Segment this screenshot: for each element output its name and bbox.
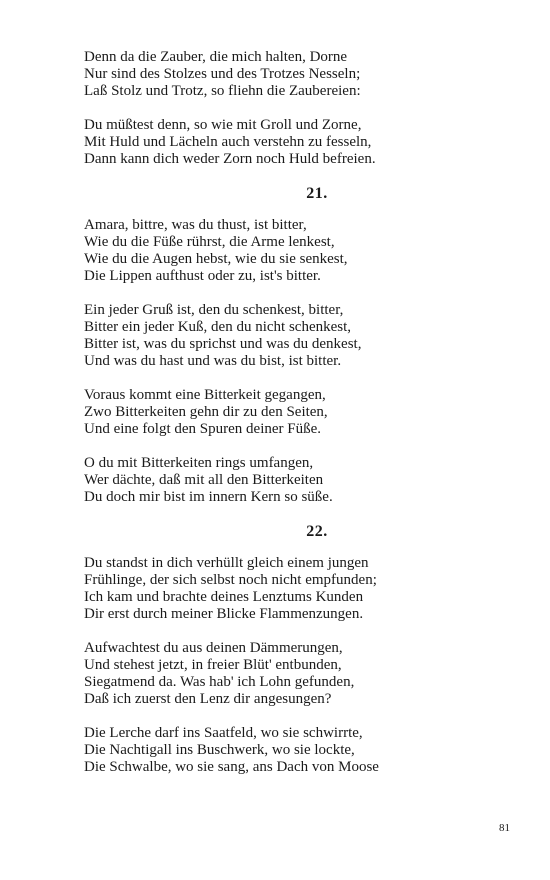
verse-line: Ein jeder Gruß ist, den du schenkest, bitter,: [84, 302, 344, 318]
poem: [84, 523, 504, 776]
verse-line: Dann kann dich weder Zorn noch Huld befreien.: [84, 151, 376, 167]
stanza: [84, 555, 504, 623]
verse-line: Bitter ist, was du sprichst und was du denkest,: [84, 336, 362, 352]
poem-number: 22.: [306, 523, 328, 540]
verse-line: Dir erst durch meiner Blicke Flammenzungen.: [84, 606, 364, 622]
verse-line: Die Lippen aufthust oder zu, ist's bitter.: [84, 268, 321, 284]
verse-line: Wie du die Augen hebst, wie du sie senkest,: [84, 251, 348, 267]
verse-line: Laß Stolz und Trotz, so fliehn die Zaubereien:: [84, 83, 361, 99]
verse-line: Daß ich zuerst den Lenz dir angesungen?: [84, 691, 332, 707]
verse-line: Du müßtest denn, so wie mit Groll und Zorne,: [84, 117, 362, 133]
stanza: [84, 455, 504, 506]
verse-line: Wie du die Füße rührst, die Arme lenkest,: [84, 234, 335, 250]
verse-line: Frühlinge, der sich selbst noch nicht empfunden;: [84, 572, 377, 588]
verse-line: Die Schwalbe, wo sie sang, ans Dach von Moose: [84, 759, 379, 775]
stanza: [84, 640, 504, 708]
stanza: [84, 387, 504, 438]
page-number: 81: [499, 822, 510, 834]
verse-line: Amara, bittre, was du thust, ist bitter,: [84, 217, 307, 233]
verse-line: Denn da die Zauber, die mich halten, Dorne: [84, 49, 348, 65]
stanza: [84, 117, 504, 168]
page-content: [84, 49, 504, 793]
verse-line: Die Nachtigall ins Buschwerk, wo sie lockte,: [84, 742, 355, 758]
verse-line: Und stehest jetzt, in freier Blüt' entbunden,: [84, 657, 342, 673]
poem-number: 21.: [306, 185, 328, 202]
verse-line: Die Lerche darf ins Saatfeld, wo sie schwirrte,: [84, 725, 363, 741]
verse-line: Du doch mir bist im innern Kern so süße.: [84, 489, 333, 505]
verse-line: Voraus kommt eine Bitterkeit gegangen,: [84, 387, 326, 403]
verse-line: Bitter ein jeder Kuß, den du nicht schenkest,: [84, 319, 352, 335]
verse-line: Aufwachtest du aus deinen Dämmerungen,: [84, 640, 343, 656]
stanza: [84, 49, 504, 100]
poems-container: [84, 185, 504, 776]
verse-line: Wer dächte, daß mit all den Bitterkeiten: [84, 472, 324, 488]
verse-line: O du mit Bitterkeiten rings umfangen,: [84, 455, 314, 471]
verse-line: Mit Huld und Lächeln auch verstehn zu fesseln,: [84, 134, 372, 150]
poem: [84, 185, 504, 506]
verse-line: Ich kam und brachte deines Lenztums Kunden: [84, 589, 364, 605]
verse-line: Siegatmend da. Was hab' ich Lohn gefunden,: [84, 674, 355, 690]
verse-line: Nur sind des Stolzes und des Trotzes Nesseln;: [84, 66, 361, 82]
stanza: [84, 302, 504, 370]
verse-line: Und eine folgt den Spuren deiner Füße.: [84, 421, 322, 437]
stanza: [84, 725, 504, 776]
verse-line: Und was du hast und was du bist, ist bitter.: [84, 353, 342, 369]
opening-fragment: [84, 49, 504, 168]
verse-line: Zwo Bitterkeiten gehn dir zu den Seiten,: [84, 404, 328, 420]
stanza: [84, 217, 504, 285]
verse-line: Du standst in dich verhüllt gleich einem jungen: [84, 555, 369, 571]
